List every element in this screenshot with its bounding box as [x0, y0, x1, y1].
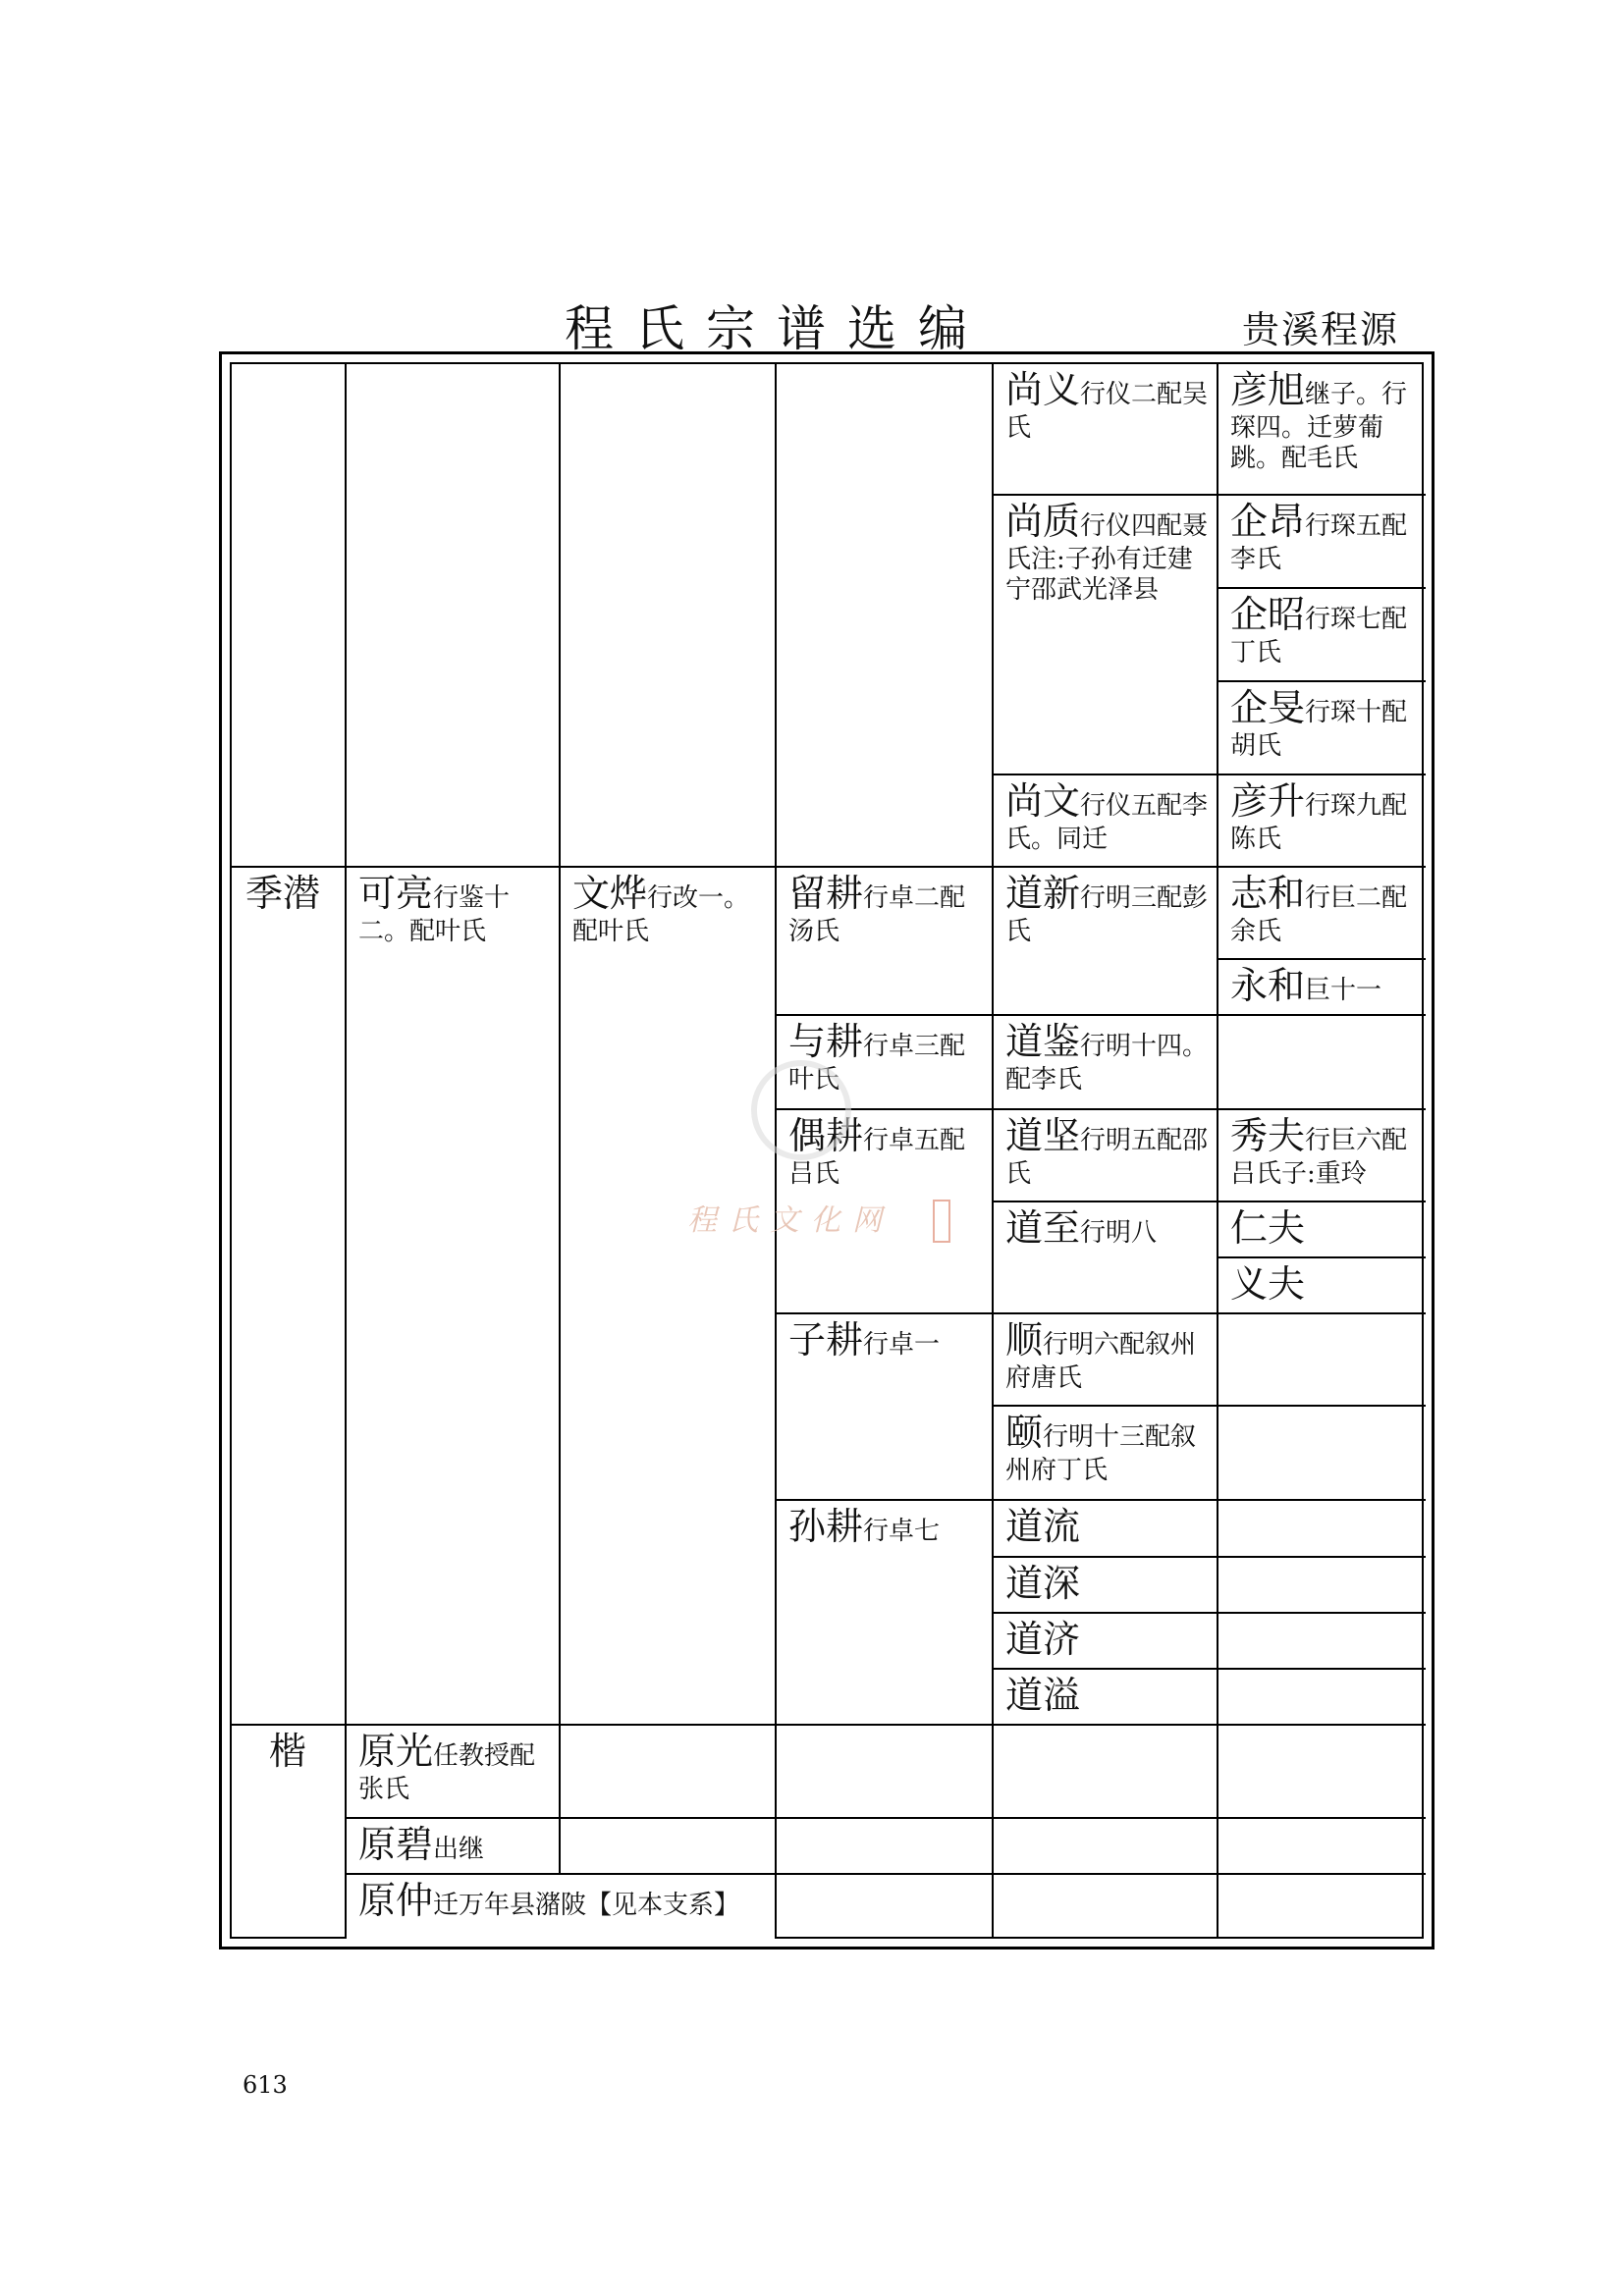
person-name: 道济	[1005, 1618, 1081, 1661]
entry-zigeng	[777, 1314, 992, 1499]
entry-yuanbi	[347, 1819, 559, 1873]
entry-zhihe	[1218, 868, 1426, 958]
person-name: 义夫	[1230, 1262, 1306, 1306]
entry-shangzhi	[994, 496, 1217, 774]
entry-daoxin	[994, 868, 1217, 1014]
person-name: 可亮	[358, 872, 434, 915]
entry-jiqian	[232, 868, 345, 1724]
person-note: 行明十四。配李氏	[1005, 1032, 1209, 1095]
page-subtitle: 贵溪程源	[1242, 308, 1400, 351]
person-note: 行琛七配丁氏	[1230, 605, 1408, 667]
entry-yuanguang	[347, 1726, 559, 1817]
person-name: 道鉴	[1005, 1020, 1081, 1063]
person-note: 行琛五配李氏	[1230, 511, 1408, 574]
person-note: 行巨六配吕氏子:重玲	[1230, 1126, 1408, 1189]
entry-daojian	[994, 1016, 1217, 1108]
person-note: 迁万年县潴陂【见本支系】	[433, 1891, 740, 1920]
entry-keliang	[347, 868, 559, 1724]
entry-shangyi	[994, 364, 1217, 494]
person-name: 尚文	[1005, 779, 1081, 823]
person-note: 行鉴十二。配叶氏	[358, 883, 511, 946]
person-name: 孙耕	[788, 1505, 864, 1548]
person-note: 行巨二配余氏	[1230, 883, 1408, 946]
person-note: 行卓五配吕氏	[788, 1126, 966, 1189]
person-note: 行明八	[1080, 1218, 1158, 1248]
person-name: 原仲	[358, 1879, 434, 1922]
entry-shun	[994, 1314, 1217, 1405]
entry-qiang	[1218, 496, 1426, 587]
person-note: 行卓七	[863, 1517, 941, 1546]
person-name: 颐	[1005, 1411, 1044, 1454]
person-name: 尚义	[1005, 368, 1081, 411]
person-name: 志和	[1230, 872, 1306, 915]
person-name: 道流	[1005, 1505, 1081, 1548]
entry-daoyi	[994, 1670, 1217, 1724]
person-name: 永和	[1230, 964, 1306, 1007]
person-note: 行琛九配陈氏	[1230, 791, 1408, 854]
entry-qiyan	[1218, 682, 1426, 774]
entry-yansheng	[1218, 775, 1426, 866]
person-note: 行仪二配吴氏	[1005, 380, 1209, 443]
person-name: 彦升	[1230, 779, 1306, 823]
person-note: 行明三配彭氏	[1005, 883, 1209, 946]
person-name: 道深	[1005, 1562, 1081, 1605]
person-note: 行仪五配李氏。同迁	[1005, 791, 1209, 854]
person-name: 企昂	[1230, 500, 1306, 543]
entry-daoshen	[994, 1558, 1217, 1612]
person-name: 秀夫	[1230, 1114, 1306, 1157]
person-name: 季潜	[245, 872, 321, 915]
watermark-stamp	[933, 1200, 950, 1243]
person-name: 道至	[1005, 1206, 1081, 1250]
person-note: 行仪四配聂氏注:子孙有迁建宁邵武光泽县	[1005, 511, 1209, 605]
entry-yanxu	[1218, 364, 1426, 494]
person-name: 偶耕	[788, 1114, 864, 1157]
entry-yonghe	[1218, 960, 1426, 1014]
person-name: 与耕	[788, 1020, 864, 1063]
entry-daojian2	[994, 1110, 1217, 1201]
person-note: 行明六配叙州府唐氏	[1005, 1330, 1197, 1393]
entry-renfu	[1218, 1202, 1426, 1256]
person-note: 继子。行琛四。迁萝葡跳。配毛氏	[1230, 380, 1408, 473]
entry-wenye	[561, 868, 775, 1724]
person-name: 尚质	[1005, 500, 1081, 543]
person-name: 企昭	[1230, 593, 1306, 636]
person-note: 行改一。配叶氏	[572, 883, 750, 946]
page-title: 程氏宗谱选编	[565, 300, 989, 357]
person-name: 道新	[1005, 872, 1081, 915]
entry-daoliu	[994, 1501, 1217, 1556]
entry-daoji	[994, 1614, 1217, 1668]
person-name: 文烨	[572, 872, 648, 915]
person-name: 顺	[1005, 1318, 1044, 1362]
entry-sungeng	[777, 1501, 992, 1724]
entry-daozhi	[994, 1202, 1217, 1312]
person-note: 行卓三配叶氏	[788, 1032, 966, 1095]
page-number: 613	[243, 2071, 288, 2099]
watermark-seal	[751, 1060, 851, 1160]
person-name: 原光	[358, 1730, 434, 1773]
person-name: 道溢	[1005, 1674, 1081, 1717]
person-note: 行琛十配胡氏	[1230, 698, 1408, 761]
entry-liugeng	[777, 868, 992, 1014]
watermark-text: 程氏文化网	[687, 1203, 893, 1238]
entry-yi	[994, 1407, 1217, 1499]
person-note: 巨十一	[1305, 976, 1382, 1005]
person-name: 仁夫	[1230, 1206, 1306, 1250]
person-name: 楷	[269, 1730, 307, 1773]
person-name: 彦旭	[1230, 368, 1306, 411]
entry-qizhao	[1218, 589, 1426, 680]
person-note: 行明十三配叙州府丁氏	[1005, 1422, 1197, 1485]
person-note: 行明五配邵氏	[1005, 1126, 1209, 1189]
person-note: 行卓二配汤氏	[788, 883, 966, 946]
person-note: 任教授配张氏	[358, 1741, 536, 1804]
entry-shangwen	[994, 775, 1217, 866]
entry-yifu	[1218, 1258, 1426, 1312]
person-name: 原碧	[358, 1823, 434, 1866]
entry-yuanzhong	[347, 1875, 775, 1941]
person-name: 企旻	[1230, 686, 1306, 729]
entry-kai	[232, 1726, 345, 1941]
entry-xiufu	[1218, 1110, 1426, 1201]
person-note: 行卓一	[863, 1330, 941, 1360]
person-name: 子耕	[788, 1318, 864, 1362]
person-name: 道坚	[1005, 1114, 1081, 1157]
person-note: 出继	[433, 1835, 485, 1864]
person-name: 留耕	[788, 872, 864, 915]
